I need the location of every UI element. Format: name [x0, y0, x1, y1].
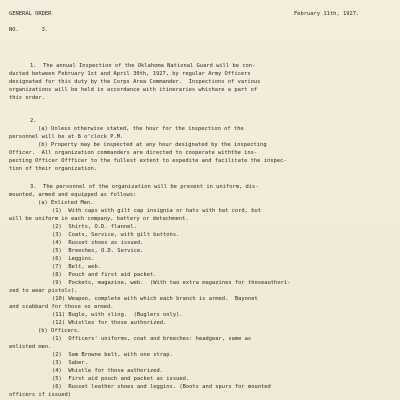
list-item: (7) Belt, web. — [52, 264, 101, 270]
list-item: (2) Shirts, O.D. flannel. — [52, 224, 137, 230]
list-item-continuation: will be uniform in each company, battery or detachment. — [9, 216, 189, 222]
list-item-continuation: zed to wear pistols). — [9, 288, 78, 294]
list-item: (1) Officers' uniforms, coat and breeches: headgear, same as — [52, 336, 252, 342]
paragraph-line: Officer. All organization commanders are directed to cooperate withthe ins- — [9, 150, 258, 156]
order-number: NO. 3. — [9, 27, 49, 33]
list-item: (3) Coats, Service, with gilt buttons. — [52, 232, 180, 238]
list-item: (9) Pockets, magazine, web. (With two extra magazines for thoseauthori- — [52, 280, 291, 286]
paragraph-line: (a) Unless otherwise stated, the hour for the inspection of the — [38, 126, 244, 132]
section-heading: (a) Enlisted Men. — [38, 200, 94, 206]
list-item: (1) With caps with gilt cap insignia or hats with hat cord, but — [52, 208, 261, 214]
paragraph-line: tion of their organization. — [9, 166, 98, 172]
list-item: (8) Pouch and first aid packet. — [52, 272, 157, 278]
paragraph-line: this order. — [9, 95, 45, 101]
order-title: GENERAL ORDER — [9, 11, 52, 17]
list-item-continuation: enlisted men. — [9, 344, 52, 350]
list-item: (5) Breeches, O.D. Service. — [52, 248, 144, 254]
list-item-continuation: officers if issued) — [9, 392, 72, 398]
list-item: (6) Russet leather shoes and leggins. (Boots and spurs for mounted — [52, 384, 271, 390]
list-item: (5) First aid pouch and packet as issued. — [52, 376, 190, 382]
paragraph-line: personnel will be at 8 o'clock P.M. — [9, 134, 124, 140]
paragraph-line: pecting Officer Offficer to the fullest extent to expedite and facilitate the inspec- — [9, 158, 287, 164]
paragraph-line: (b) Property may be inspected at any hour designated by the inspecting — [38, 142, 267, 148]
list-item: (2) Sam Browne belt, with one strap. — [52, 352, 173, 358]
list-item: (3) Saber. — [52, 360, 88, 366]
list-item: (12) Whistles for those authorized. — [52, 320, 167, 326]
paragraph-line: mounted, armed and equipped as follows: — [9, 192, 137, 198]
paragraph-number: 2. — [30, 118, 37, 124]
paragraph-line: designated for this duty by the Corps Area Commander. Inspections of various — [9, 79, 261, 85]
list-item: (4) Russet shoes as issued. — [52, 240, 144, 246]
list-item: (6) Leggins. — [52, 256, 95, 262]
list-item: (10) Weapon, complete with which each branch is armed. Bayonet — [52, 296, 258, 302]
list-item-continuation: and scabbard for those so armed. — [9, 304, 114, 310]
list-item: (4) Whistle for those authorized. — [52, 368, 164, 374]
order-date: February 11th, 1927. — [294, 11, 360, 17]
paragraph-line: 1. The annual Inspection of the Oklahoma National Guard will be con- — [30, 63, 256, 69]
list-item: (11) Bugle, with sling. (Buglers only). — [52, 312, 183, 318]
paragraph-line: ducted between February 1st and April 30th, 1927, by regular Army Officers — [9, 71, 251, 77]
paragraph-line: 3. The personnel of the organization will be present in uniform, dis- — [30, 184, 259, 190]
paragraph-line: organizations will be held in accordance with itineraries whichare a part of — [9, 87, 258, 93]
section-heading: (b) Officers. — [38, 328, 81, 334]
